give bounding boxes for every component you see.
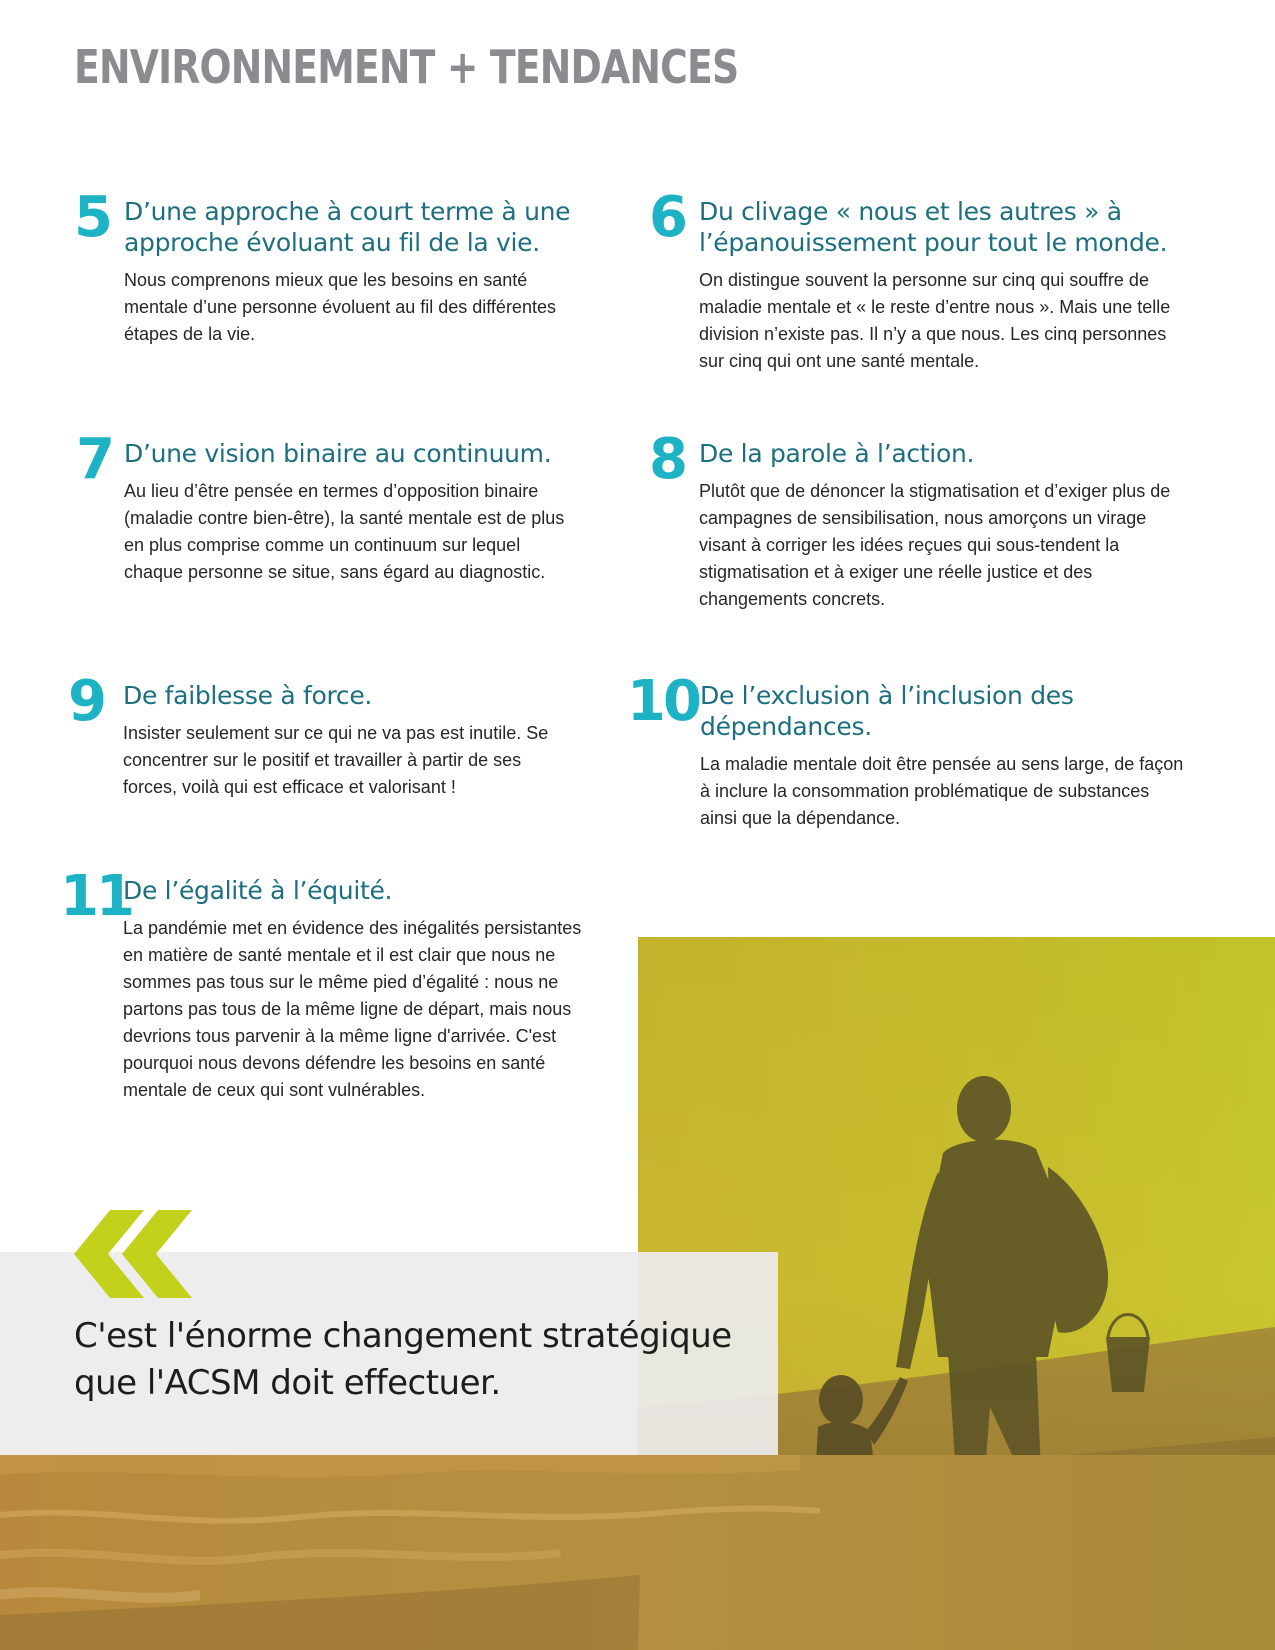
- item-heading: De l’exclusion à l’inclusion des dépendances.: [700, 681, 1074, 741]
- item-number: 5: [74, 185, 110, 250]
- trend-item-8: [649, 427, 1189, 613]
- trend-item-7: [74, 427, 584, 586]
- trend-item-9: [68, 669, 588, 801]
- item-body: La pandémie met en évidence des inégalités persistantes en matière de santé mentale et il est clair que nous ne sommes pas tous sur le même pied d’égalité : nous ne partons pas tous de la même ligne de départ, mais nous devrions tous parvenir à la même ligne d'arrivée. C'est pourquoi nous devons défendre les besoins en santé mentale de ceux qui sont vulnérables.: [123, 918, 582, 1100]
- item-number: 10: [627, 669, 699, 734]
- item-body: Insister seulement sur ce qui ne va pas est inutile. Se concentrer sur le positif et travailler à partir de ses forces, voilà qui est efficace et valorisant !: [123, 723, 549, 797]
- item-body: La maladie mentale doit être pensée au sens large, de façon à inclure la consommation problématique de substances ainsi que la dépendance.: [700, 754, 1184, 828]
- item-heading: De la parole à l’action.: [699, 439, 975, 468]
- item-number: 8: [649, 427, 685, 492]
- item-body: Nous comprenons mieux que les besoins en santé mentale d’une personne évoluent au fil des différentes étapes de la vie.: [124, 270, 556, 344]
- item-heading: D’une approche à court terme à une approche évoluant au fil de la vie.: [124, 197, 571, 257]
- trend-item-10: [627, 669, 1192, 832]
- item-heading: Du clivage « nous et les autres » à l’épanouissement pour tout le monde.: [699, 197, 1168, 257]
- waves-illustration: [0, 1455, 1275, 1650]
- trend-item-6: [649, 185, 1189, 375]
- item-heading: De l’égalité à l’équité.: [123, 876, 393, 905]
- item-body: On distingue souvent la personne sur cinq qui souffre de maladie mentale et « le reste d’entre nous ». Mais une telle division n’existe pas. Il n’y a que nous. Les cinq personnes sur cinq qui ont une santé mentale.: [699, 270, 1171, 371]
- beach-waves-photo: [0, 1455, 1275, 1650]
- trend-item-5: [74, 185, 584, 348]
- item-body: Plutôt que de dénoncer la stigmatisation et d’exiger plus de campagnes de sensibilisation, nous amorçons un virage visant à corriger les idées reçues qui sous-tendent la stigmatisation et à exiger une réelle justice et des changements concrets.: [699, 481, 1171, 609]
- trend-item-11: [60, 864, 600, 1104]
- pull-quote-text: C'est l'énorme changement stratégique que l'ACSM doit effectuer.: [74, 1316, 732, 1403]
- item-number: 9: [68, 669, 104, 734]
- item-heading: De faiblesse à force.: [123, 681, 373, 710]
- item-number: 6: [649, 185, 685, 250]
- page-title: ENVIRONNEMENT + TENDANCES: [74, 40, 739, 94]
- double-chevron-quote-icon: [74, 1210, 194, 1298]
- item-body: Au lieu d’être pensée en termes d’opposition binaire (maladie contre bien-être), la santé mentale est de plus en plus comprise comme un continuum sur lequel chaque personne se situe, sans égard au diagnostic.: [124, 481, 565, 582]
- item-number: 11: [60, 864, 132, 929]
- item-heading: D’une vision binaire au continuum.: [124, 439, 552, 468]
- item-number: 7: [76, 427, 112, 492]
